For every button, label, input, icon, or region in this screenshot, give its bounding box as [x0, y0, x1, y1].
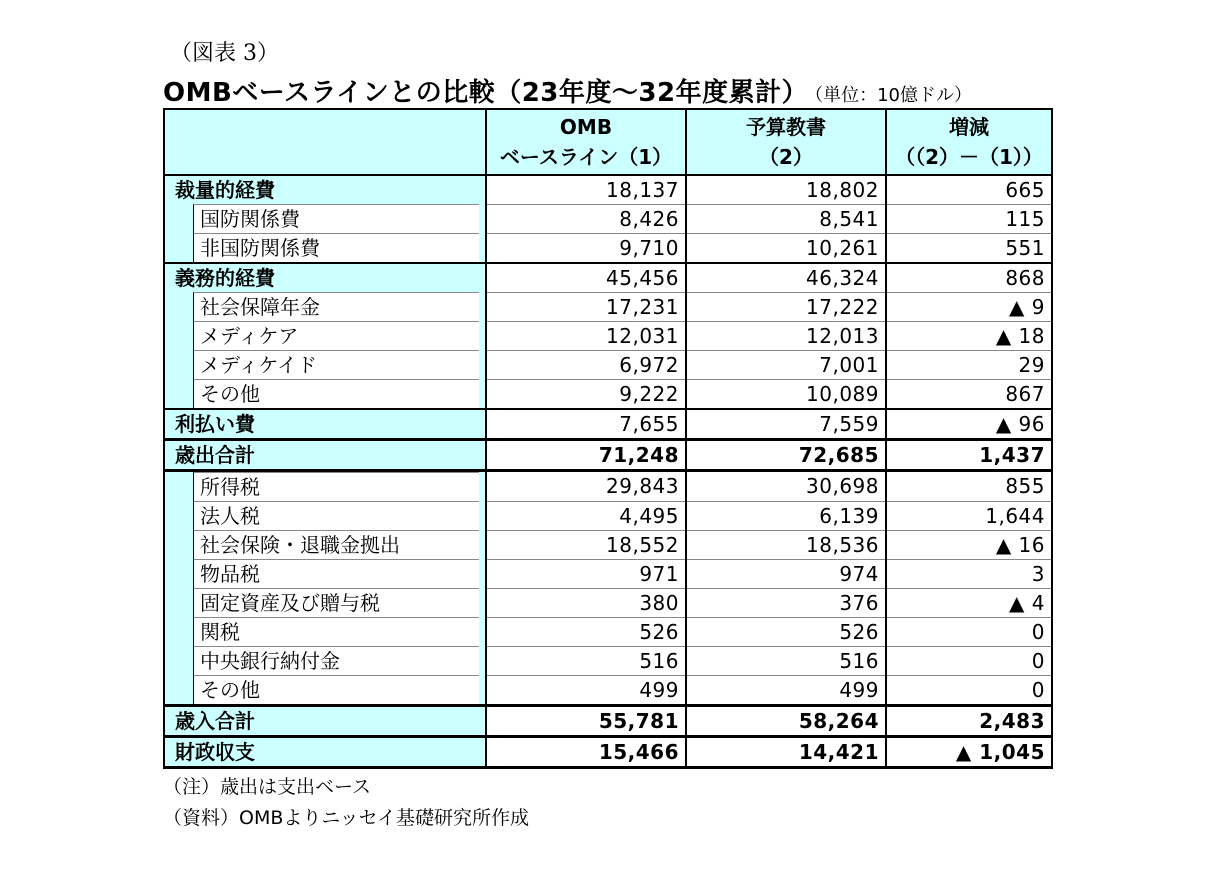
- value-diff: 665: [886, 175, 1052, 204]
- row-label: 所得税: [193, 472, 479, 501]
- table-row: [164, 321, 1052, 350]
- value-budget: 17,222: [686, 292, 886, 321]
- row-label-cell: [164, 559, 486, 588]
- value-omb: 55,781: [486, 706, 686, 737]
- row-label: 歳入合計: [175, 709, 255, 733]
- value-budget: 18,802: [686, 175, 886, 204]
- value-diff: 1,644: [886, 501, 1052, 530]
- table-row: [164, 233, 1052, 263]
- table-row: [164, 409, 1052, 440]
- table-row: [164, 737, 1052, 768]
- value-budget: 7,001: [686, 350, 886, 379]
- row-label: 利払い費: [175, 412, 255, 436]
- value-budget: 12,013: [686, 321, 886, 350]
- row-label: 社会保障年金: [193, 292, 479, 321]
- table-row: [164, 530, 1052, 559]
- row-label-cell: [164, 617, 486, 646]
- source-line: （資料）OMBよりニッセイ基礎研究所作成: [163, 807, 530, 829]
- value-diff: 29: [886, 350, 1052, 379]
- table-row: [164, 706, 1052, 737]
- value-diff: ▲ 18: [886, 321, 1052, 350]
- value-diff: 3: [886, 559, 1052, 588]
- value-budget: 18,536: [686, 530, 886, 559]
- row-label-cell: [164, 175, 486, 204]
- header-diff: [886, 109, 1052, 175]
- value-omb: 8,426: [486, 204, 686, 233]
- value-omb: 9,710: [486, 233, 686, 263]
- value-diff: 0: [886, 617, 1052, 646]
- table-row: [164, 646, 1052, 675]
- row-label-cell: [164, 737, 486, 768]
- row-label: その他: [193, 675, 479, 704]
- value-diff: 0: [886, 646, 1052, 675]
- table-row: [164, 175, 1052, 204]
- row-label-cell: [164, 379, 486, 409]
- value-diff: 1,437: [886, 440, 1052, 471]
- title-line: [163, 72, 972, 109]
- value-diff: 867: [886, 379, 1052, 409]
- value-diff: ▲ 4: [886, 588, 1052, 617]
- value-omb: 6,972: [486, 350, 686, 379]
- table-row: [164, 204, 1052, 233]
- value-budget: 14,421: [686, 737, 886, 768]
- value-budget: 7,559: [686, 409, 886, 440]
- row-label-cell: [164, 263, 486, 292]
- header-text: ベースライン（1）: [499, 145, 673, 169]
- comparison-table: [163, 108, 1053, 769]
- value-budget: 8,541: [686, 204, 886, 233]
- row-label-cell: [164, 706, 486, 737]
- note-line: （注）歳出は支出ベース: [163, 776, 372, 798]
- row-label: メディケア: [193, 321, 479, 350]
- value-omb: 516: [486, 646, 686, 675]
- row-label: 固定資産及び贈与税: [193, 588, 479, 617]
- value-budget: 376: [686, 588, 886, 617]
- row-label: 社会保険・退職金拠出: [193, 530, 479, 559]
- table-row: [164, 471, 1052, 502]
- table-body: [164, 175, 1052, 768]
- row-label: 非国防関係費: [193, 233, 479, 262]
- row-label: 物品税: [193, 559, 479, 588]
- table-row: [164, 350, 1052, 379]
- value-budget: 58,264: [686, 706, 886, 737]
- value-diff: ▲ 9: [886, 292, 1052, 321]
- row-label-cell: [164, 646, 486, 675]
- value-budget: 30,698: [686, 471, 886, 502]
- row-label: 財政収支: [175, 740, 255, 764]
- value-diff: 868: [886, 263, 1052, 292]
- table-row: [164, 559, 1052, 588]
- value-budget: 10,261: [686, 233, 886, 263]
- header-text: （（2）－（1））: [895, 145, 1043, 169]
- value-budget: 6,139: [686, 501, 886, 530]
- value-omb: 4,495: [486, 501, 686, 530]
- row-label-cell: [164, 588, 486, 617]
- value-budget: 72,685: [686, 440, 886, 471]
- table-row: [164, 379, 1052, 409]
- row-label-cell: [164, 292, 486, 321]
- row-label: メディケイド: [193, 350, 479, 379]
- value-budget: 499: [686, 675, 886, 706]
- value-budget: 46,324: [686, 263, 886, 292]
- row-label: 義務的経費: [175, 266, 275, 290]
- row-label: 関税: [193, 617, 479, 646]
- header-text: （2）: [759, 145, 813, 169]
- table-row: [164, 501, 1052, 530]
- value-budget: 526: [686, 617, 886, 646]
- table-row: [164, 263, 1052, 292]
- value-omb: 12,031: [486, 321, 686, 350]
- row-label-cell: [164, 530, 486, 559]
- table-row: [164, 675, 1052, 706]
- value-diff: ▲ 96: [886, 409, 1052, 440]
- header-text: 予算教書: [746, 115, 826, 139]
- header-budget: [686, 109, 886, 175]
- row-label: 裁量的経費: [175, 178, 275, 202]
- row-label-cell: [164, 233, 486, 263]
- table-row: [164, 292, 1052, 321]
- row-label-cell: [164, 350, 486, 379]
- value-omb: 17,231: [486, 292, 686, 321]
- row-label: 歳出合計: [175, 443, 255, 467]
- value-omb: 15,466: [486, 737, 686, 768]
- value-budget: 10,089: [686, 379, 886, 409]
- row-label: 国防関係費: [193, 204, 479, 233]
- row-label-cell: [164, 471, 486, 502]
- value-diff: 0: [886, 675, 1052, 706]
- value-budget: 974: [686, 559, 886, 588]
- value-omb: 499: [486, 675, 686, 706]
- unit-label: （単位：10億ドル）: [814, 85, 972, 106]
- value-omb: 380: [486, 588, 686, 617]
- row-label: その他: [193, 379, 479, 408]
- row-label-cell: [164, 321, 486, 350]
- value-diff: 551: [886, 233, 1052, 263]
- row-label: 中央銀行納付金: [193, 646, 479, 675]
- header-omb: [486, 109, 686, 175]
- value-omb: 29,843: [486, 471, 686, 502]
- row-label-cell: [164, 409, 486, 440]
- value-omb: 971: [486, 559, 686, 588]
- table-title: OMBベースラインとの比較（23年度～32年度累計）: [163, 78, 809, 108]
- header-text: OMB: [559, 115, 613, 139]
- value-diff: 115: [886, 204, 1052, 233]
- value-omb: 526: [486, 617, 686, 646]
- value-diff: ▲ 16: [886, 530, 1052, 559]
- row-label-cell: [164, 675, 486, 706]
- table-row: [164, 588, 1052, 617]
- value-diff: 2,483: [886, 706, 1052, 737]
- value-omb: 9,222: [486, 379, 686, 409]
- value-budget: 516: [686, 646, 886, 675]
- value-diff: 855: [886, 471, 1052, 502]
- value-omb: 71,248: [486, 440, 686, 471]
- header-text: 増減: [949, 115, 989, 139]
- table-row: [164, 440, 1052, 471]
- value-omb: 45,456: [486, 263, 686, 292]
- table-row: [164, 617, 1052, 646]
- header-row: [164, 109, 1052, 175]
- value-omb: 7,655: [486, 409, 686, 440]
- value-omb: 18,552: [486, 530, 686, 559]
- row-label-cell: [164, 204, 486, 233]
- figure-label: （図表 3）: [170, 41, 279, 66]
- row-label-cell: [164, 440, 486, 471]
- row-label: 法人税: [193, 501, 479, 530]
- header-label: [164, 109, 486, 175]
- value-omb: 18,137: [486, 175, 686, 204]
- row-label-cell: [164, 501, 486, 530]
- value-diff: ▲ 1,045: [886, 737, 1052, 768]
